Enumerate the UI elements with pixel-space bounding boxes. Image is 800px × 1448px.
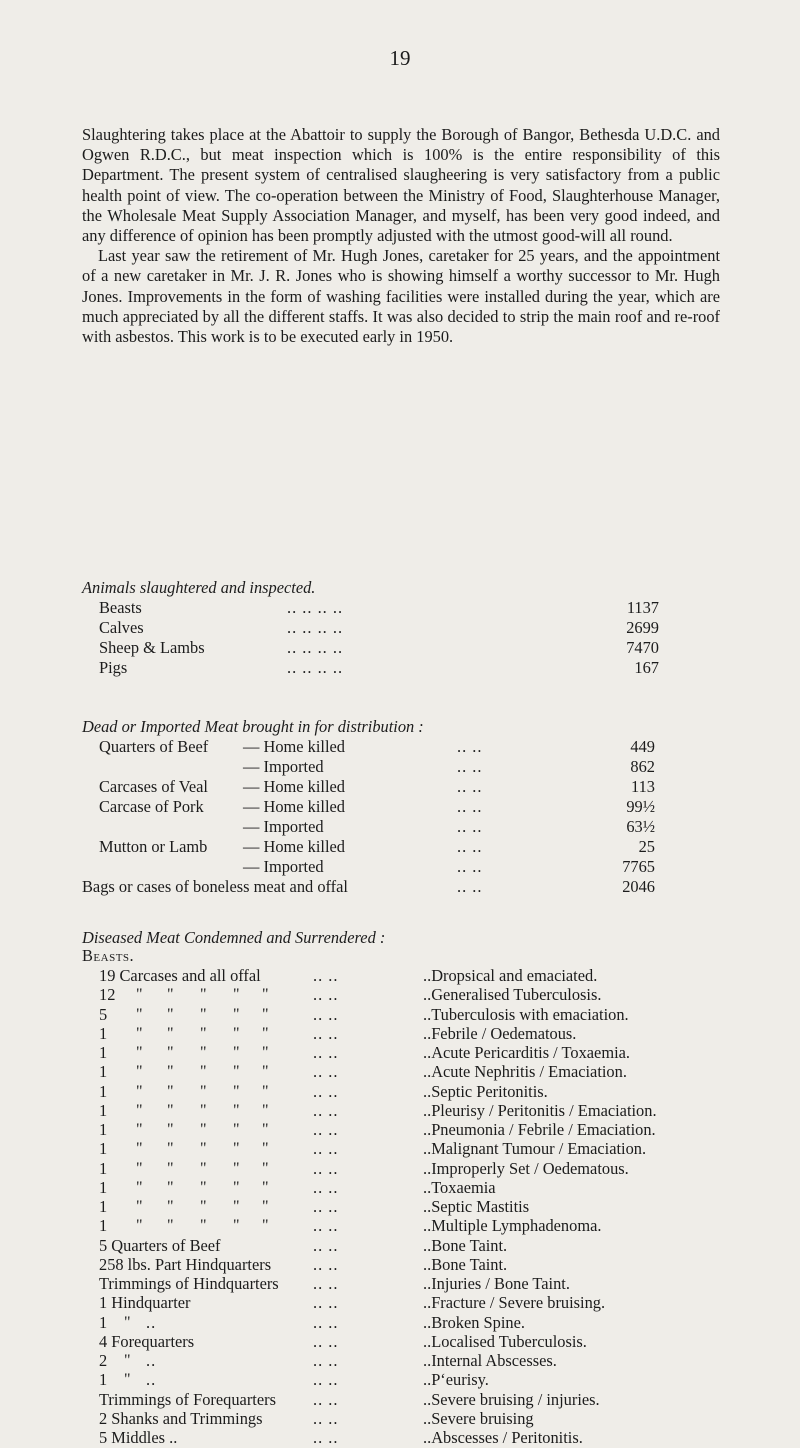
ditto-mark: " xyxy=(167,1044,174,1061)
leader-dots: .. .. .. .. xyxy=(287,598,344,617)
ditto-mark: " xyxy=(136,1217,143,1235)
leader-dots: .. .. .. .. xyxy=(287,658,344,677)
ditto-mark: " xyxy=(136,1082,143,1100)
imported-label: Bags or cases of boneless meat and offal xyxy=(82,877,348,896)
condemned-item: 1 xyxy=(99,1158,108,1178)
leader-dots: .. .. xyxy=(313,1312,339,1332)
imported-value: 63½ xyxy=(626,817,655,836)
ditto-mark: " xyxy=(136,1063,143,1081)
ditto-mark: " xyxy=(200,1082,207,1100)
ditto-mark: " xyxy=(233,986,240,1004)
ditto-mark: " xyxy=(200,1217,207,1235)
leader-dots: .. .. xyxy=(313,1100,339,1120)
condemned-item: 1 xyxy=(99,1062,108,1082)
leader-dots: .. .. xyxy=(313,1216,339,1236)
ditto-mark: " xyxy=(200,1198,207,1215)
condemned-item: 1 xyxy=(99,1177,108,1197)
slaughtered-label: Sheep & Lambs xyxy=(99,638,205,657)
slaughtered-heading: Animals slaughtered and inspected. xyxy=(82,578,316,597)
ditto-mark: " xyxy=(233,1178,240,1196)
condemned-item: 1 xyxy=(99,1216,108,1236)
condemned-item: 1 xyxy=(99,1370,108,1390)
ditto-mark: " xyxy=(262,1005,269,1023)
imported-value: 99½ xyxy=(626,797,655,816)
condemned-item: 4 Forequarters xyxy=(99,1331,195,1351)
leader-dots: .. .. xyxy=(313,1351,339,1370)
ditto-mark: " xyxy=(233,1121,240,1138)
leader-dots: .. xyxy=(146,1351,157,1370)
leader-dots: .. .. .. .. xyxy=(287,618,344,637)
leader-dots: .. .. xyxy=(313,1139,339,1159)
slaughtered-value: 167 xyxy=(634,658,659,677)
ditto-mark: " xyxy=(200,1044,207,1061)
ditto-mark: " xyxy=(233,1217,240,1235)
condemned-reason: ..Febrile / Oedematous. xyxy=(423,1023,577,1043)
ditto-mark: " xyxy=(200,1140,207,1158)
ditto-mark: " xyxy=(233,1044,240,1061)
leader-dots: .. xyxy=(146,1312,157,1332)
condemned-reason: ..Septic Mastitis xyxy=(423,1197,530,1216)
condemned-reason: ..Pneumonia / Febrile / Emaciation. xyxy=(423,1120,656,1139)
condemned-reason: ..Septic Peritonitis. xyxy=(423,1081,548,1101)
condemned-item: 2 xyxy=(99,1351,108,1370)
leader-dots: .. .. xyxy=(313,1043,339,1062)
leader-dots: .. .. xyxy=(313,1408,339,1428)
leader-dots: .. .. xyxy=(313,1197,339,1216)
leader-dots: .. .. xyxy=(457,837,483,856)
ditto-mark: " xyxy=(136,1101,143,1119)
condemned-reason: ..Toxaemia xyxy=(423,1177,496,1197)
ditto-mark: " xyxy=(167,986,174,1004)
leader-dots: .. .. xyxy=(313,1274,339,1293)
ditto-mark: " xyxy=(233,1005,240,1023)
condemned-reason: ..Bone Taint. xyxy=(423,1254,508,1274)
condemned-reason: ..Injuries / Bone Taint. xyxy=(423,1274,570,1293)
ditto-mark: " xyxy=(233,1198,240,1215)
ditto-mark: " xyxy=(136,986,143,1004)
condemned-reason: ..Severe bruising / injuries. xyxy=(423,1389,600,1409)
condemned-item: 1 xyxy=(99,1100,108,1120)
condemned-reason: ..Severe bruising xyxy=(423,1408,534,1428)
condemned-item: 1 Hindquarter xyxy=(99,1293,191,1313)
condemned-reason: ..Dropsical and emaciated. xyxy=(423,966,598,985)
ditto-mark: " xyxy=(200,1159,207,1177)
condemned-item: Trimmings of Forequarters xyxy=(99,1389,276,1409)
slaughtered-value: 2699 xyxy=(626,618,659,637)
condemned-item: 1 xyxy=(99,1023,108,1043)
condemned-item: 1 xyxy=(99,1197,108,1216)
ditto-mark: " xyxy=(262,986,269,1004)
leader-dots: .. .. xyxy=(313,1023,339,1043)
imported-heading: Dead or Imported Meat brought in for distribution : xyxy=(82,717,424,736)
leader-dots: .. .. xyxy=(457,757,483,776)
ditto-mark: " xyxy=(262,1140,269,1158)
leader-dots: .. .. xyxy=(313,985,339,1005)
condemned-item: 5 Middles .. xyxy=(99,1428,178,1447)
leader-dots: .. .. xyxy=(313,1293,339,1313)
ditto-mark: " xyxy=(262,1101,269,1119)
ditto-mark: " xyxy=(124,1371,131,1389)
beasts-subheading: Beasts. xyxy=(82,946,135,965)
imported-label: Carcase of Pork xyxy=(99,797,204,816)
condemned-item: Trimmings of Hindquarters xyxy=(99,1274,279,1293)
leader-dots: .. .. .. .. xyxy=(287,638,344,657)
leader-dots: .. .. xyxy=(313,1158,339,1178)
imported-value: 7765 xyxy=(622,857,655,876)
condemned-item: 1 xyxy=(99,1120,108,1139)
ditto-mark: " xyxy=(262,1063,269,1081)
ditto-mark: " xyxy=(136,1044,143,1061)
ditto-mark: " xyxy=(262,1198,269,1215)
leader-dots: .. .. xyxy=(313,1254,339,1274)
ditto-mark: " xyxy=(200,1024,207,1042)
imported-type: — Home killed xyxy=(243,837,345,856)
leader-dots: .. .. xyxy=(457,797,483,816)
ditto-mark: " xyxy=(233,1101,240,1119)
leader-dots: .. .. xyxy=(313,1331,339,1351)
ditto-mark: " xyxy=(233,1159,240,1177)
ditto-mark: " xyxy=(233,1082,240,1100)
ditto-mark: " xyxy=(136,1005,143,1023)
condemned-reason: ..Fracture / Severe bruising. xyxy=(423,1293,606,1313)
ditto-mark: " xyxy=(200,1063,207,1081)
leader-dots: .. .. xyxy=(313,1062,339,1082)
imported-label: Mutton or Lamb xyxy=(99,837,208,856)
slaughtered-label: Calves xyxy=(99,618,144,637)
condemned-item: 1 xyxy=(99,1312,108,1332)
imported-value: 862 xyxy=(630,757,655,776)
leader-dots: .. xyxy=(146,1370,157,1390)
ditto-mark: " xyxy=(167,1005,174,1023)
leader-dots: .. .. xyxy=(313,966,339,985)
condemned-reason: ..Multiple Lymphadenoma. xyxy=(423,1216,602,1236)
ditto-mark: " xyxy=(167,1121,174,1138)
leader-dots: .. .. xyxy=(457,817,483,836)
ditto-mark: " xyxy=(262,1024,269,1042)
imported-type: — Imported xyxy=(243,757,324,776)
ditto-mark: " xyxy=(167,1198,174,1215)
condemned-reason: ..Pleurisy / Peritonitis / Emaciation. xyxy=(423,1100,657,1120)
ditto-mark: " xyxy=(167,1140,174,1158)
imported-label: Carcases of Veal xyxy=(99,777,208,796)
condemned-reason: ..Bone Taint. xyxy=(423,1235,508,1255)
ditto-mark: " xyxy=(136,1198,143,1215)
imported-type: — Home killed xyxy=(243,777,345,796)
ditto-mark: " xyxy=(233,1140,240,1158)
leader-dots: .. .. xyxy=(313,1389,339,1409)
imported-value: 113 xyxy=(631,777,655,796)
imported-type: — Imported xyxy=(243,817,324,836)
condemned-reason: ..Internal Abscesses. xyxy=(423,1351,557,1370)
condemned-reason: ..Acute Pericarditis / Toxaemia. xyxy=(423,1043,631,1062)
leader-dots: .. .. xyxy=(313,1370,339,1390)
ditto-mark: " xyxy=(124,1352,131,1369)
slaughtered-label: Pigs xyxy=(99,658,128,677)
page-number: 19 xyxy=(389,46,411,70)
ditto-mark: " xyxy=(262,1178,269,1196)
condemned-item: 1 xyxy=(99,1139,108,1159)
condemned-reason: ..Abscesses / Peritonitis. xyxy=(423,1428,583,1447)
ditto-mark: " xyxy=(167,1178,174,1196)
slaughtered-label: Beasts xyxy=(99,598,142,617)
imported-value: 449 xyxy=(630,737,655,756)
condemned-reason: ..Improperly Set / Oedematous. xyxy=(423,1158,629,1178)
condemned-reason: ..Acute Nephritis / Emaciation. xyxy=(423,1062,627,1082)
ditto-mark: " xyxy=(136,1121,143,1138)
leader-dots: .. .. xyxy=(313,1235,339,1255)
condemned-heading: Diseased Meat Condemned and Surrendered : xyxy=(82,928,386,947)
slaughtered-value: 7470 xyxy=(626,638,659,657)
condemned-reason: ..Generalised Tuberculosis. xyxy=(423,985,602,1005)
ditto-mark: " xyxy=(200,986,207,1004)
ditto-mark: " xyxy=(262,1044,269,1061)
slaughtered-value: 1137 xyxy=(626,598,659,617)
imported-value: 2046 xyxy=(622,877,655,896)
condemned-item: 19 Carcases and all offal xyxy=(99,966,261,985)
ditto-mark: " xyxy=(262,1121,269,1138)
leader-dots: .. .. xyxy=(313,1428,339,1447)
imported-type: — Home killed xyxy=(243,797,345,816)
intro-text xyxy=(82,125,720,347)
condemned-item: 5 Quarters of Beef xyxy=(99,1235,221,1255)
ditto-mark: " xyxy=(136,1159,143,1177)
condemned-item: 258 lbs. Part Hindquarters xyxy=(99,1254,272,1274)
ditto-mark: " xyxy=(262,1159,269,1177)
leader-dots: .. .. xyxy=(457,777,483,796)
condemned-reason: ..Localised Tuberculosis. xyxy=(423,1331,587,1351)
ditto-mark: " xyxy=(262,1217,269,1235)
leader-dots: .. .. xyxy=(313,1004,339,1024)
imported-type: — Home killed xyxy=(243,737,345,756)
condemned-reason: ..Broken Spine. xyxy=(423,1312,525,1332)
imported-label: Quarters of Beef xyxy=(99,737,209,756)
ditto-mark: " xyxy=(167,1217,174,1235)
ditto-mark: " xyxy=(262,1082,269,1100)
leader-dots: .. .. xyxy=(313,1177,339,1197)
ditto-mark: " xyxy=(167,1024,174,1042)
ditto-mark: " xyxy=(200,1121,207,1138)
ditto-mark: " xyxy=(167,1082,174,1100)
condemned-reason: ..Malignant Tumour / Emaciation. xyxy=(423,1139,647,1159)
ditto-mark: " xyxy=(233,1024,240,1042)
condemned-reason: ..P‘eurisy. xyxy=(423,1370,489,1390)
condemned-item: 1 xyxy=(99,1081,108,1101)
leader-dots: .. .. xyxy=(313,1120,339,1139)
intro-paragraph-2: Last year saw the retirement of Mr. Hugh Jones, caretaker for 25 years, and the appointment of a new caretaker in Mr. J. R. Jones who is showing himself a worthy successor to Mr. Hugh Jones. Improvements in the form of washing facilities were installed during the year, which are much appreciated by all the different staffs. It was also decided to strip the main roof and re-roof with asbestos. This work is to be executed early in 1950. xyxy=(82,246,720,347)
condemned-reason: ..Tuberculosis with emaciation. xyxy=(423,1004,629,1024)
ditto-mark: " xyxy=(136,1024,143,1042)
ditto-mark: " xyxy=(200,1101,207,1119)
condemned-item: 2 Shanks and Trimmings xyxy=(99,1408,263,1428)
leader-dots: .. .. xyxy=(457,877,483,896)
condemned-item: 5 xyxy=(99,1004,108,1024)
leader-dots: .. .. xyxy=(313,1081,339,1101)
condemned-item: 12 xyxy=(99,985,116,1005)
ditto-mark: " xyxy=(124,1313,131,1331)
ditto-mark: " xyxy=(167,1063,174,1081)
ditto-mark: " xyxy=(167,1159,174,1177)
ditto-mark: " xyxy=(136,1178,143,1196)
imported-type: — Imported xyxy=(243,857,324,876)
ditto-mark: " xyxy=(200,1005,207,1023)
ditto-mark: " xyxy=(233,1063,240,1081)
condemned-item: 1 xyxy=(99,1043,108,1062)
intro-paragraph-1: Slaughtering takes place at the Abattoir to supply the Borough of Bangor, Bethesda U.D.C. and Ogwen R.D.C., but meat inspection which is 100% is the entire responsibility of this Department. The present system of centralised slaugheering is very satisfactory from a public health point of view. The co-operation between the Ministry of Food, Slaughterhouse Manager, the Wholesale Meat Supply Association Manager, and myself, has been very good indeed, and any difference of opinion has been promptly adjusted with the utmost good-will all round. xyxy=(82,125,720,246)
ditto-mark: " xyxy=(167,1101,174,1119)
imported-value: 25 xyxy=(638,837,655,856)
leader-dots: .. .. xyxy=(457,737,483,756)
ditto-mark: " xyxy=(200,1178,207,1196)
leader-dots: .. .. xyxy=(457,857,483,876)
ditto-mark: " xyxy=(136,1140,143,1158)
